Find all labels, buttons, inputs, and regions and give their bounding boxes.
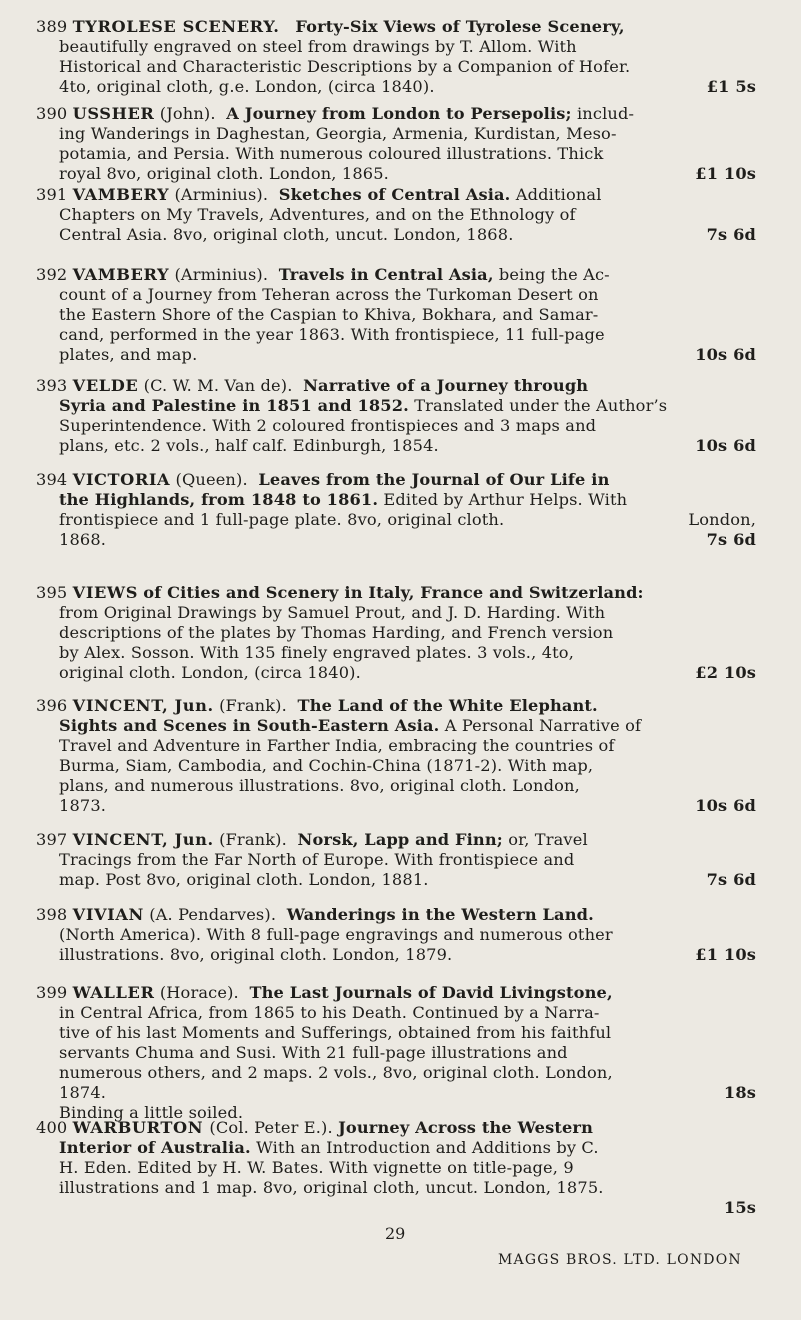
description-line: frontispiece and 1 full-page plate. 8vo, original cloth.	[59, 510, 505, 529]
author-name: VICTORIA	[72, 470, 171, 489]
book-title-continued: Interior of Australia.	[59, 1138, 251, 1157]
author-name: VIEWS	[72, 583, 138, 602]
author-name: VAMBERY	[72, 185, 170, 204]
book-title: Journey Across the Western	[338, 1118, 594, 1137]
author-detail: (Frank).	[219, 696, 287, 715]
catalogue-entry-393	[36, 376, 756, 456]
description-line: potamia, and Persia. With numerous coloured illustrations. Thick	[59, 144, 604, 163]
description-line: H. Eden. Edited by H. W. Bates. With vignette on title-page, 9	[59, 1158, 574, 1177]
catalogue-entry-392	[36, 265, 756, 365]
title-continuation: Additional	[510, 185, 602, 204]
author-detail: (Horace).	[159, 983, 239, 1002]
catalogue-entry-400	[36, 1118, 756, 1218]
description-line: plans, etc. 2 vols., half calf. Edinburgh, 1854.	[59, 436, 439, 455]
publisher-footer: MAGGS BROS. LTD. LONDON	[498, 1252, 742, 1268]
lot-number: 396	[36, 696, 68, 715]
description-line: original cloth. London, (circa 1840).	[59, 663, 361, 682]
description-line: With an Introduction and Additions by C.	[250, 1138, 599, 1157]
lot-number: 400	[36, 1118, 73, 1137]
description-line: ing Wanderings in Daghestan, Georgia, Armenia, Kurdistan, Meso-	[59, 124, 617, 143]
description-line: tive of his last Moments and Sufferings, obtained from his faithful	[59, 1023, 612, 1042]
book-title: A Journey from London to Persepolis;	[226, 104, 572, 123]
lot-number: 390	[36, 104, 68, 123]
author-name: VIVIAN	[72, 905, 144, 924]
book-title: Narrative of a Journey through	[303, 376, 589, 395]
condition-note: Binding a little soiled.	[59, 1103, 244, 1122]
description-line: by Alex. Sosson. With 135 finely engraved plates. 3 vols., 4to,	[59, 643, 574, 662]
lot-price: £1 10s	[695, 945, 756, 964]
description-line: 1868.	[59, 530, 107, 549]
author-detail: (Col. Peter E.).	[209, 1118, 339, 1137]
author-detail: (John).	[159, 104, 216, 123]
lot-number: 391	[36, 185, 68, 204]
lot-price: 7s 6d	[706, 530, 756, 549]
description-line: 1873.	[59, 796, 107, 815]
description-line: beautifully engraved on steel from drawings by T. Allom. With	[59, 37, 577, 56]
author-detail: (Arminius).	[174, 265, 269, 284]
book-title: Norsk, Lapp and Finn;	[297, 830, 503, 849]
title-continuation: being the Ac-	[493, 265, 610, 284]
lot-price: 7s 6d	[706, 225, 756, 244]
catalogue-entry-389	[36, 17, 756, 97]
description-line: Translated under the Author’s	[408, 396, 668, 415]
lot-number: 394	[36, 470, 68, 489]
description-line: Burma, Siam, Cambodia, and Cochin-China (1871-2). With map,	[59, 756, 594, 775]
lot-price: 10s 6d	[695, 796, 756, 815]
book-title: of Cities and Scenery in Italy, France and Switzerland:	[143, 583, 644, 602]
description-line: numerous others, and 2 maps. 2 vols., 8vo, original cloth. London,	[59, 1063, 613, 1082]
author-detail: (A. Pendarves).	[149, 905, 277, 924]
author-name: VINCENT, Jun.	[72, 696, 214, 715]
description-line: plans, and numerous illustrations. 8vo, original cloth. London,	[59, 776, 580, 795]
lot-number: 389	[36, 17, 68, 36]
description-line: Central Asia. 8vo, original cloth, uncut. London, 1868.	[59, 225, 514, 244]
description-line: descriptions of the plates by Thomas Harding, and French version	[59, 623, 614, 642]
lot-price: £2 10s	[695, 663, 756, 682]
description-line: Edited by Arthur Helps. With	[378, 490, 628, 509]
book-title-continued: Syria and Palestine in 1851 and 1852.	[59, 396, 409, 415]
page-number: 29	[385, 1224, 406, 1243]
author-name: WALLER	[72, 983, 155, 1002]
catalogue-entry-391	[36, 185, 756, 245]
description-line: illustrations. 8vo, original cloth. London, 1879.	[59, 945, 453, 964]
lot-price: £1 10s	[695, 164, 756, 183]
book-title: Travels in Central Asia,	[278, 265, 494, 284]
author-name: VAMBERY	[72, 265, 170, 284]
catalogue-entry-394	[36, 470, 756, 550]
description-line: 1874.	[59, 1083, 107, 1102]
lot-price: 15s	[723, 1198, 756, 1217]
lot-number: 399	[36, 983, 68, 1002]
author-name: USSHER	[72, 104, 155, 123]
lot-price: 18s	[723, 1083, 756, 1102]
author-name: WARBURTON	[72, 1118, 210, 1137]
book-title-continued: Sights and Scenes in South-Eastern Asia.	[59, 716, 440, 735]
description-line: Superintendence. With 2 coloured frontispieces and 3 maps and	[59, 416, 597, 435]
lot-number: 395	[36, 583, 68, 602]
lot-price: £1 5s	[706, 77, 756, 96]
author-name: VINCENT, Jun.	[72, 830, 214, 849]
title-continuation: includ-	[571, 104, 635, 123]
description-line: map. Post 8vo, original cloth. London, 1881.	[59, 870, 429, 889]
lot-number: 398	[36, 905, 68, 924]
lot-number: 393	[36, 376, 68, 395]
catalogue-entry-390	[36, 104, 756, 184]
book-title: Sketches of Central Asia.	[278, 185, 511, 204]
catalogue-entry-395	[36, 583, 756, 683]
description-line: from Original Drawings by Samuel Prout, and J. D. Harding. With	[59, 603, 606, 622]
description-line: Chapters on My Travels, Adventures, and on the Ethnology of	[59, 205, 576, 224]
description-line: count of a Journey from Teheran across the Turkoman Desert on	[59, 285, 599, 304]
catalogue-entry-396	[36, 696, 756, 816]
book-title-continued: the Highlands, from 1848 to 1861.	[59, 490, 379, 509]
catalogue-entry-398	[36, 905, 756, 965]
catalogue-entry-399	[36, 983, 756, 1123]
book-title: Leaves from the Journal of Our Life in	[258, 470, 610, 489]
description-line: cand, performed in the year 1863. With frontispiece, 11 full-page	[59, 325, 605, 344]
description-line: 4to, original cloth, g.e. London, (circa 1840).	[59, 77, 435, 96]
author-name: VELDE	[72, 376, 139, 395]
lot-price: 10s 6d	[695, 436, 756, 455]
title-continuation: or, Travel	[502, 830, 588, 849]
description-line: in Central Africa, from 1865 to his Death. Continued by a Narra-	[59, 1003, 600, 1022]
description-line: Tracings from the Far North of Europe. With frontispiece and	[59, 850, 575, 869]
author-name: TYROLESE SCENERY.	[72, 17, 280, 36]
catalogue-entry-397	[36, 830, 756, 890]
lot-number: 397	[36, 830, 68, 849]
description-line: (North America). With 8 full-page engravings and numerous other	[59, 925, 613, 944]
description-line: servants Chuma and Susi. With 21 full-page illustrations and	[59, 1043, 568, 1062]
description-line: royal 8vo, original cloth. London, 1865.	[59, 164, 389, 183]
lot-price: 10s 6d	[695, 345, 756, 364]
author-detail: (Arminius).	[174, 185, 269, 204]
lot-price: 7s 6d	[706, 870, 756, 889]
lot-number: 392	[36, 265, 68, 284]
description-line: illustrations and 1 map. 8vo, original cloth, uncut. London, 1875.	[59, 1178, 604, 1197]
description-line: Travel and Adventure in Farther India, embracing the countries of	[59, 736, 615, 755]
description-line: the Eastern Shore of the Caspian to Khiva, Bokhara, and Samar-	[59, 305, 599, 324]
book-title: Forty-Six Views of Tyrolese Scenery,	[295, 17, 625, 36]
author-detail: (Queen).	[175, 470, 248, 489]
book-title: The Land of the White Elephant.	[297, 696, 598, 715]
book-title: Wanderings in the Western Land.	[286, 905, 594, 924]
book-title: The Last Journals of David Livingstone,	[249, 983, 613, 1002]
description-line: A Personal Narrative of	[439, 716, 642, 735]
imprint-place: London,	[688, 510, 756, 529]
description-line: plates, and map.	[59, 345, 198, 364]
author-detail: (Frank).	[219, 830, 287, 849]
description-line: Historical and Characteristic Descriptions by a Companion of Hofer.	[59, 57, 631, 76]
author-detail: (C. W. M. Van de).	[143, 376, 293, 395]
